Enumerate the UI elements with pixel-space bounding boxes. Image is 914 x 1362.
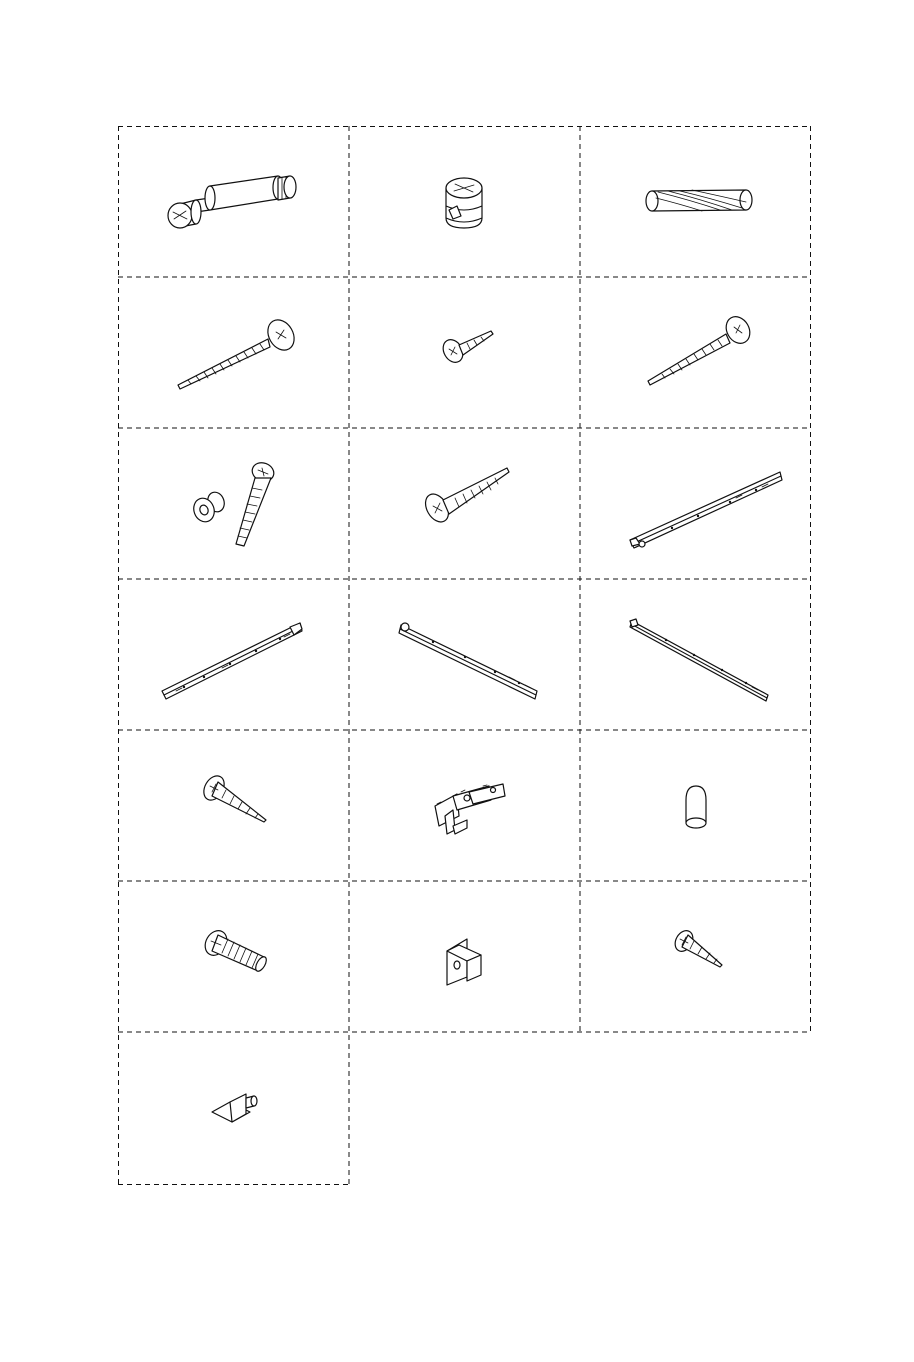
part-cell-9 bbox=[580, 428, 811, 579]
drawer-slide-rail-narrow-icon bbox=[580, 579, 811, 730]
part-cell-2 bbox=[349, 126, 580, 277]
machine-bolt-icon bbox=[118, 881, 349, 1032]
wood-screw-icon bbox=[349, 428, 580, 579]
part-cell-6 bbox=[580, 277, 811, 428]
shelf-support-pin-icon bbox=[118, 1032, 349, 1185]
part-cell-7 bbox=[118, 428, 349, 579]
bolt-with-washers-icon bbox=[118, 428, 349, 579]
medium-wood-screw-icon bbox=[118, 730, 349, 881]
drawer-slide-rail-icon bbox=[580, 428, 811, 579]
part-cell-19 bbox=[118, 1032, 349, 1185]
short-flat-head-screw-icon bbox=[349, 277, 580, 428]
part-cell-10 bbox=[118, 579, 349, 730]
part-cell-11 bbox=[349, 579, 580, 730]
part-cell-8 bbox=[349, 428, 580, 579]
part-cell-17 bbox=[349, 881, 580, 1032]
small-wood-screw-icon bbox=[580, 881, 811, 1032]
wooden-dowel-icon bbox=[580, 126, 811, 277]
drawer-slide-rail-left-icon bbox=[118, 579, 349, 730]
part-cell-14 bbox=[349, 730, 580, 881]
part-cell-4 bbox=[118, 277, 349, 428]
long-flat-head-screw-icon bbox=[118, 277, 349, 428]
part-cell-16 bbox=[118, 881, 349, 1032]
cabinet-hinge-icon bbox=[349, 730, 580, 881]
part-cell-13 bbox=[118, 730, 349, 881]
drawer-slide-rail-wheel-icon bbox=[349, 579, 580, 730]
part-cell-5 bbox=[349, 277, 580, 428]
cam-bolt-icon bbox=[118, 126, 349, 277]
part-cell-12 bbox=[580, 579, 811, 730]
plastic-plug-icon bbox=[580, 730, 811, 881]
part-cell-18 bbox=[580, 881, 811, 1032]
round-head-screw-icon bbox=[580, 277, 811, 428]
part-cell-1 bbox=[118, 126, 349, 277]
cam-lock-nut-icon bbox=[349, 126, 580, 277]
hardware-parts-grid bbox=[118, 126, 811, 1185]
part-cell-3 bbox=[580, 126, 811, 277]
part-cell-15 bbox=[580, 730, 811, 881]
corner-bracket-icon bbox=[349, 881, 580, 1032]
